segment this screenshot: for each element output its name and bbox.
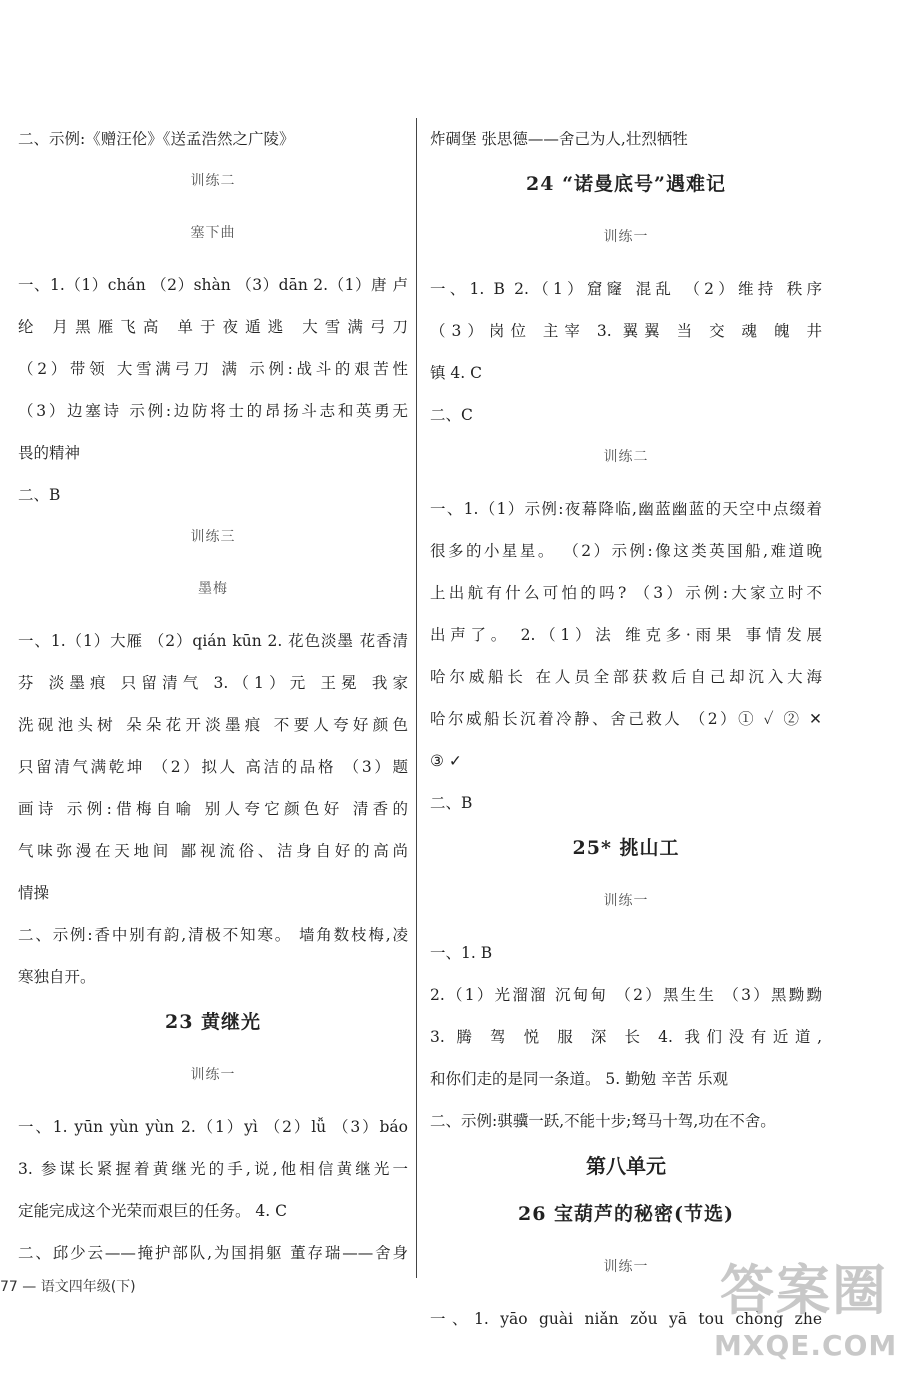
poem-title: 墨梅 [198, 581, 228, 597]
exercise-label: 训练二 [603, 449, 649, 465]
unit-title: 第八单元 [586, 1154, 666, 1178]
answer-line: 一、1.（1）chán （2）shàn （3）dān 2.（1）唐 卢 [18, 276, 408, 294]
answer-line: 2.（1）光溜溜 沉甸甸 （2）黑生生 （3）黑黝黝 [430, 986, 822, 1004]
answer-line: 3. 腾 驾 悦 服 深 长 4. 我们没有近道, [430, 1028, 822, 1046]
answer-line: 洗砚池头树 朵朵花开淡墨痕 不要人夸好颜色 [18, 716, 408, 734]
answer-line: 寒独自开。 [18, 968, 96, 986]
answer-line: 一、1. yūn yùn yùn 2.（1）yì （2）lǚ （3）báo [18, 1118, 408, 1136]
answer-line: 出声了。 2.（1）法 维克多·雨果 事情发展 [430, 626, 822, 644]
exercise-label: 训练三 [190, 529, 236, 545]
answer-line: 情操 [18, 884, 50, 902]
watermark [714, 1256, 898, 1386]
exercise-label: 训练一 [190, 1067, 236, 1083]
answer-line: 纶 月黑雁飞高 单于夜遁逃 大雪满弓刀 [18, 318, 408, 336]
answer-line: （2）带领 大雪满弓刀 满 示例:战斗的艰苦性 [18, 360, 408, 378]
answer-line: 定能完成这个光荣而艰巨的任务。 4. C [18, 1202, 288, 1220]
right-column [430, 118, 822, 1340]
answer-line: 画诗 示例:借梅自喻 别人夸它颜色好 清香的 [18, 800, 408, 818]
lesson-title: 26 宝葫芦的秘密(节选) [517, 1203, 735, 1225]
answer-line: 一、1.（1）示例:夜幕降临,幽蓝幽蓝的天空中点缀着 [430, 500, 822, 518]
exercise-label: 训练一 [603, 1259, 649, 1275]
answer-line: 一、1. B 2.（1）窟窿 混乱 （2）维持 秩序 [430, 280, 822, 298]
answer-line: 上出航有什么可怕的吗? （3）示例:大家立时不 [430, 584, 822, 602]
poem-title: 塞下曲 [190, 225, 236, 241]
page-footer: 77 — 语文四年级(下) [0, 1279, 136, 1295]
answer-line: 芬 淡墨痕 只留清气 3.（1）元 王冕 我家 [18, 674, 408, 692]
column-divider [416, 118, 417, 1278]
answer-line: 二、C [430, 406, 473, 424]
watermark-url: MXQE.COM [714, 1329, 898, 1362]
answer-line: 哈尔威船长 在人员全部获救后自己却沉入大海 [430, 668, 822, 686]
left-column [18, 118, 408, 1274]
answer-line: 二、示例:骐骥一跃,不能十步;驽马十驾,功在不舍。 [430, 1112, 776, 1130]
watermark-logo: 答案圈 [720, 1259, 888, 1322]
answer-line: 气味弥漫在天地间 鄙视流俗、洁身自好的高尚 [18, 842, 408, 860]
answer-line: 一、1. yāo guài niǎn zǒu yā tou chòng zhe [430, 1310, 822, 1328]
lesson-title: 24 “诺曼底号”遇难记 [526, 173, 726, 195]
answer-line: 畏的精神 [18, 444, 81, 462]
lesson-title: 23 黄继光 [164, 1011, 262, 1033]
answer-line: 炸碉堡 张思德——舍己为人,壮烈牺牲 [430, 130, 688, 148]
lesson-title: 25* 挑山工 [572, 837, 680, 859]
answer-line: 一、1. B [430, 944, 493, 962]
answer-line: 二、B [18, 486, 61, 504]
answer-line: ③ ✓ [430, 752, 462, 770]
answer-line: 哈尔威船长沉着冷静、舍己救人 （2）① ✓ ② ✕ [430, 710, 822, 728]
answer-line: 二、示例:《赠汪伦》《送孟浩然之广陵》 [18, 130, 295, 148]
exercise-label: 训练一 [603, 893, 649, 909]
answer-line: 二、B [430, 794, 473, 812]
answer-line: 和你们走的是同一条道。 5. 勤勉 辛苦 乐观 [430, 1070, 728, 1088]
answer-line: 镇 4. C [430, 364, 483, 382]
answer-line: 很多的小星星。 （2）示例:像这类英国船,难道晚 [430, 542, 822, 560]
exercise-label: 训练二 [190, 173, 236, 189]
exercise-label: 训练一 [603, 229, 649, 245]
answer-line: （3）边塞诗 示例:边防将士的昂扬斗志和英勇无 [18, 402, 408, 420]
answer-line: 二、邱少云——掩护部队,为国捐躯 董存瑞——舍身 [18, 1244, 408, 1262]
answer-line: 一、1.（1）大雁 （2）qián kūn 2. 花色淡墨 花香清 [18, 632, 408, 650]
answer-line: （3）岗位 主宰 3. 翼翼 当 交 魂 魄 井 [430, 322, 822, 340]
answer-line: 二、示例:香中别有韵,清极不知寒。 墙角数枝梅,凌 [18, 926, 408, 944]
answer-line: 3. 参谋长紧握着黄继光的手,说,他相信黄继光一 [18, 1160, 408, 1178]
answer-line: 只留清气满乾坤 （2）拟人 高洁的品格 （3）题 [18, 758, 408, 776]
